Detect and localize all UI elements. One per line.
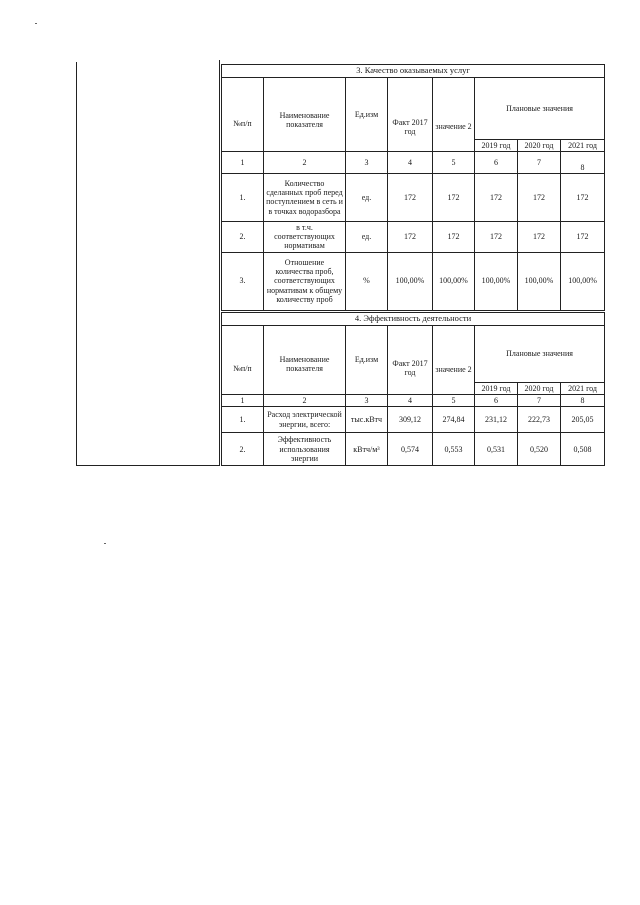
row-num: 3. <box>222 252 264 310</box>
row-name: Количество сделанных проб перед поступлением в сеть и в точках водоразбора <box>264 173 346 221</box>
row-fact: 172 <box>388 221 433 252</box>
col-header-name: Наименование показателя <box>264 325 346 394</box>
inner-border-line <box>219 60 220 466</box>
row-value: 274,84 <box>433 407 475 433</box>
row-num: 1. <box>222 173 264 221</box>
performance-table <box>221 312 605 466</box>
row-unit: % <box>346 252 388 310</box>
section-title: 4. Эффективность деятельности <box>222 313 605 326</box>
scan-speck <box>35 23 37 24</box>
row-fact: 309,12 <box>388 407 433 433</box>
row-2020: 0,520 <box>518 433 561 466</box>
col-number: 6 <box>475 151 518 173</box>
row-unit: тыс.кВтч <box>346 407 388 433</box>
row-2021: 172 <box>561 221 605 252</box>
row-unit: ед. <box>346 221 388 252</box>
row-num: 1. <box>222 407 264 433</box>
col-number: 6 <box>475 394 518 406</box>
col-number: 4 <box>388 151 433 173</box>
col-header-num: №п/п <box>222 77 264 151</box>
row-num: 2. <box>222 433 264 466</box>
row-2020: 100,00% <box>518 252 561 310</box>
row-fact: 172 <box>388 173 433 221</box>
scan-speck <box>104 543 106 544</box>
row-name: в т.ч. соответствующих нормативам <box>264 221 346 252</box>
col-number: 7 <box>518 394 561 406</box>
year-2021: 2021 год <box>561 382 605 394</box>
row-num: 2. <box>222 221 264 252</box>
row-fact: 100,00% <box>388 252 433 310</box>
year-2021: 2021 год <box>561 139 605 151</box>
col-header-planned: Плановые значения <box>475 77 605 139</box>
row-2019: 100,00% <box>475 252 518 310</box>
row-2019: 0,531 <box>475 433 518 466</box>
row-2019: 231,12 <box>475 407 518 433</box>
bottom-border-line <box>76 465 220 466</box>
col-number: 1 <box>222 151 264 173</box>
row-value: 100,00% <box>433 252 475 310</box>
row-2020: 222,73 <box>518 407 561 433</box>
table-row <box>222 433 605 466</box>
col-number: 7 <box>518 151 561 173</box>
col-header-planned: Плановые значения <box>475 325 605 382</box>
row-fact: 0,574 <box>388 433 433 466</box>
col-header-fact: Факт 2017 год <box>388 325 433 394</box>
row-unit: ед. <box>346 173 388 221</box>
row-2021: 172 <box>561 173 605 221</box>
row-2020: 172 <box>518 221 561 252</box>
table-row <box>222 252 605 310</box>
col-number: 5 <box>433 394 475 406</box>
row-value: 172 <box>433 221 475 252</box>
col-header-value: значение 2 <box>433 77 475 151</box>
row-name: Эффективность использования энергии <box>264 433 346 466</box>
col-number: 2 <box>264 151 346 173</box>
col-number: 2 <box>264 394 346 406</box>
col-number: 3 <box>346 151 388 173</box>
year-2020: 2020 год <box>518 382 561 394</box>
col-header-fact: Факт 2017 год <box>388 77 433 151</box>
col-header-value: значение 2 <box>433 325 475 394</box>
row-name: Расход электрической энергии, всего: <box>264 407 346 433</box>
col-header-unit: Ед.изм <box>346 77 388 151</box>
row-2021: 205,05 <box>561 407 605 433</box>
col-number: 8 <box>561 394 605 406</box>
row-value: 0,553 <box>433 433 475 466</box>
year-2019: 2019 год <box>475 139 518 151</box>
row-value: 172 <box>433 173 475 221</box>
section-title: 3. Качество оказываемых услуг <box>222 65 605 78</box>
row-2021: 100,00% <box>561 252 605 310</box>
col-header-name: Наименование показателя <box>264 77 346 151</box>
service-quality-table <box>221 64 605 311</box>
row-2021: 0,508 <box>561 433 605 466</box>
col-number: 3 <box>346 394 388 406</box>
row-unit: кВтч/м³ <box>346 433 388 466</box>
row-2020: 172 <box>518 173 561 221</box>
row-2019: 172 <box>475 221 518 252</box>
year-2019: 2019 год <box>475 382 518 394</box>
col-number: 4 <box>388 394 433 406</box>
table-row <box>222 407 605 433</box>
col-header-unit: Ед.изм <box>346 325 388 394</box>
table-row <box>222 173 605 221</box>
row-name: Отношение количества проб, соответствующих нормативам к общему количеству проб <box>264 252 346 310</box>
col-number: 8 <box>561 151 605 173</box>
year-2020: 2020 год <box>518 139 561 151</box>
table-row <box>222 221 605 252</box>
col-header-num: №п/п <box>222 325 264 394</box>
col-number: 1 <box>222 394 264 406</box>
left-border-line <box>76 62 77 466</box>
row-2019: 172 <box>475 173 518 221</box>
col-number: 5 <box>433 151 475 173</box>
